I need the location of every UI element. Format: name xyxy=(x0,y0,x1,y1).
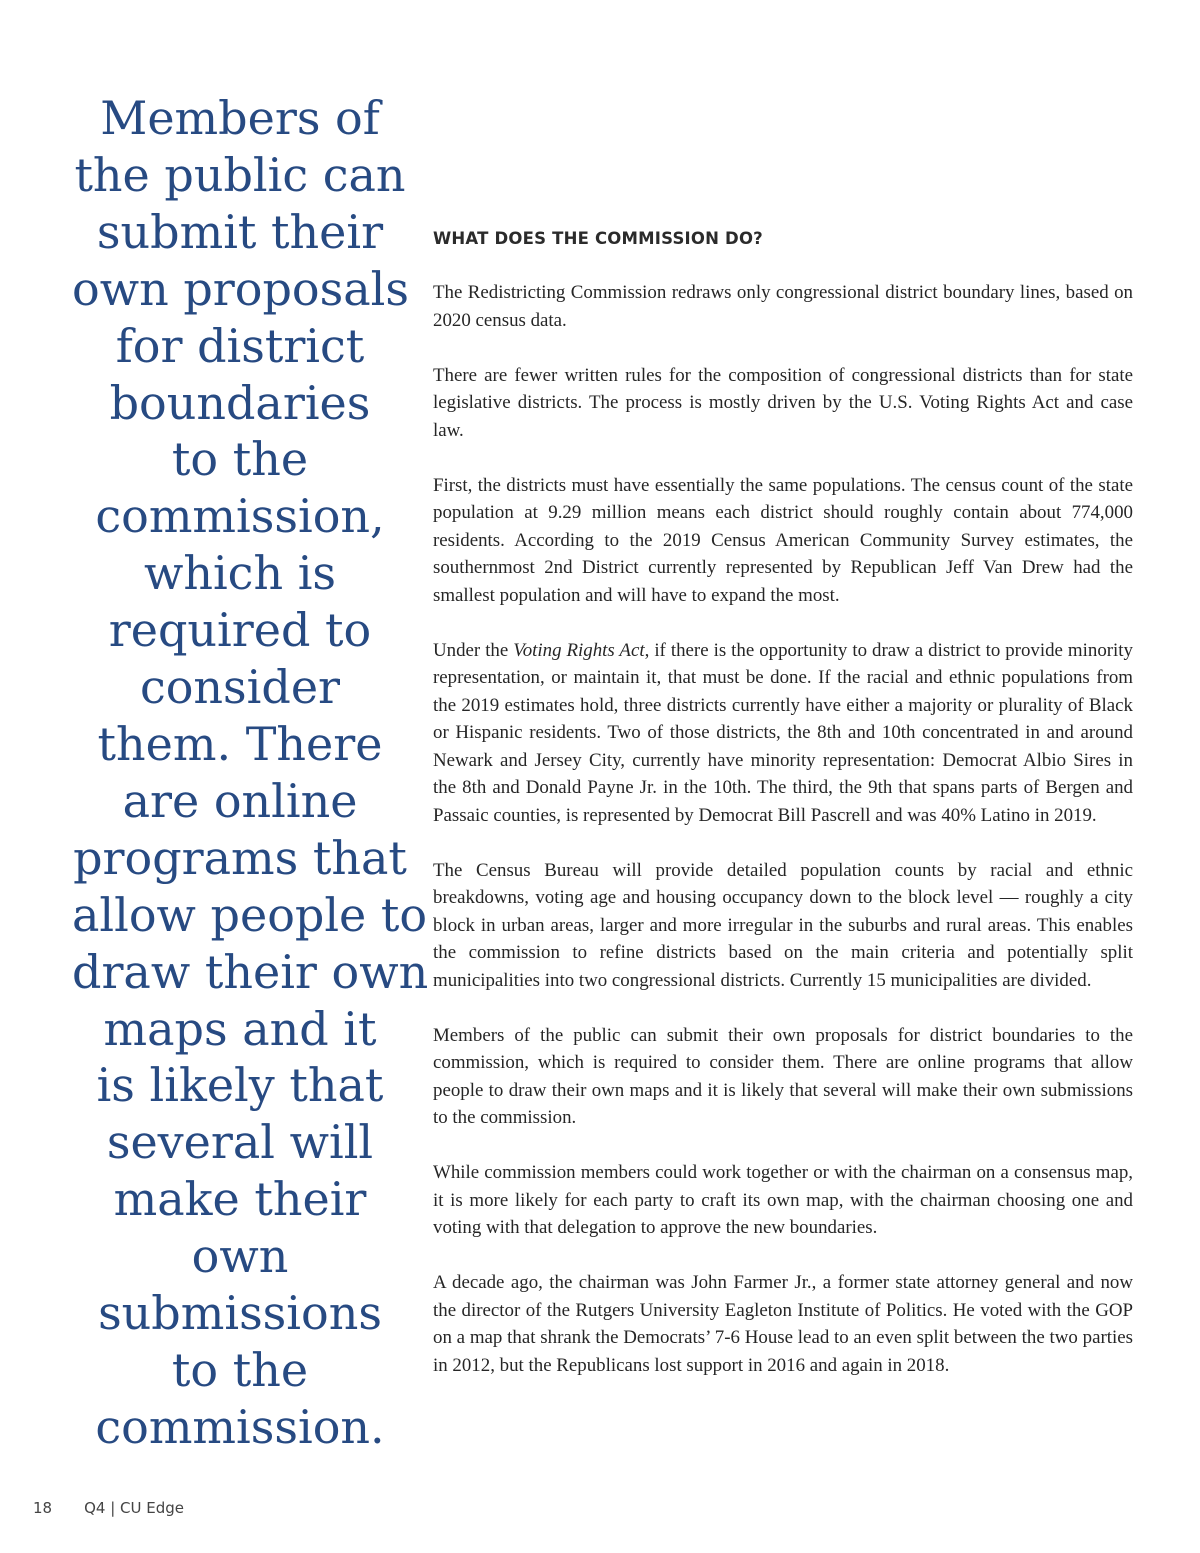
pull-quote-line: several will xyxy=(106,1115,374,1170)
pull-quote-line: boundaries xyxy=(109,375,371,430)
pull-quote-line: to the xyxy=(171,1342,309,1397)
pull-quote-line: Members of xyxy=(100,91,380,145)
section-heading: WHAT DOES THE COMMISSION DO? xyxy=(433,229,763,248)
pull-quote-line: own proposals xyxy=(72,261,409,316)
pull-quote-line: draw their own xyxy=(72,944,429,999)
article-body xyxy=(433,226,1133,1407)
pull-quote-line: are online xyxy=(122,773,358,828)
pull-quote-line: submit their xyxy=(96,204,384,259)
pull-quote-line: is likely that xyxy=(96,1058,384,1113)
publication-name: Q4 | CU Edge xyxy=(84,1499,185,1517)
paragraph-7: While commission members could work together or with the chairman on a consensus map, it is more likely for each party to craft its own map, with the chairman choosing one and voting with that delegation to approve the new boundaries. xyxy=(433,1162,1133,1238)
pull-quote-line: to the xyxy=(171,432,309,487)
pull-quote xyxy=(72,90,429,1456)
paragraph-2: There are fewer written rules for the composition of congressional districts than for state legislative districts. The process is mostly driven by the U.S. Voting Rights Act and case law. xyxy=(433,364,1133,441)
pull-quote-line: submissions xyxy=(98,1286,382,1341)
pull-quote-line: required to xyxy=(108,603,372,658)
pull-quote-line: consider xyxy=(139,660,341,715)
paragraph-6: Members of the public can submit their own proposals for district boundaries to the commission, which is required to consider them. There are online programs that allow people to draw their own maps and it is likely that several will make their own submissions to the commission. xyxy=(433,1024,1133,1128)
pull-quote-line: commission, xyxy=(95,489,385,544)
paragraph-4-end: , if there is the opportunity to draw a district to provide minority representation, or maintain it, that must be done. If the racial and ethnic populations from the 2019 estimates hold, three districts currently have either a majority or plurality of Black or Hispanic residents. Two of those districts, the 8th and 10th concentrated in and around Newark and Jersey City, currently have minority representation: Democrat Albio Sires in the 8th and Donald Payne Jr. in the 10th. The third, the 9th that spans parts of Bergen and Passaic counties, is represented by Democrat Bill Pascrell and was 40% Latino in 2019. xyxy=(433,639,1133,826)
paragraph-5: The Census Bureau will provide detailed population counts by racial and ethnic breakdowns, voting age and housing occupancy down to the block level — roughly a city block in urban areas, larger and more irregular in the suburbs and rural areas. This enables the commission to refine districts based on the main criteria and potentially split municipalities into two congressional districts. Currently 15 municipalities are divided. xyxy=(433,859,1133,991)
pull-quote-line: the public can xyxy=(74,147,406,202)
paragraph-3: First, the districts must have essentially the same populations. The census count of the state population at 9.29 million means each district should roughly contain about 774,000 residents. According to the 2019 Census American Community Survey estimates, the southernmost 2nd District currently represented by Republican Jeff Van Drew had the smallest population and will have to expand the most. xyxy=(433,474,1133,606)
pull-quote-line: them. There xyxy=(97,716,383,771)
paragraph-8: A decade ago, the chairman was John Farmer Jr., a former state attorney general and now the director of the Rutgers University Eagleton Institute of Politics. He voted with the GOP on a map that shrank the Democrats’ 7-6 House lead to an even split between the two parties in 2012, but the Republicans lost support in 2016 and again in 2018. xyxy=(433,1272,1133,1376)
page-footer xyxy=(33,1499,184,1517)
paragraph-4-start: Under the xyxy=(433,639,514,661)
pull-quote-line: make their xyxy=(113,1172,367,1227)
voting-rights-act-italic: Voting Rights Act xyxy=(513,639,645,661)
pull-quote-line: for district xyxy=(115,318,365,373)
pull-quote-line: own xyxy=(191,1229,289,1284)
pull-quote-line: programs that xyxy=(73,830,407,885)
pull-quote-line: allow people to xyxy=(72,887,428,942)
paragraph-1: The Redistricting Commission redraws only congressional district boundary lines, based on 2020 census data. xyxy=(433,282,1133,331)
pull-quote-line: which is xyxy=(143,546,337,601)
paragraph-4 xyxy=(433,637,1133,830)
page-number: 18 xyxy=(33,1499,53,1517)
pull-quote-line: commission. xyxy=(95,1399,385,1454)
pull-quote-line: maps and it xyxy=(103,1001,377,1056)
